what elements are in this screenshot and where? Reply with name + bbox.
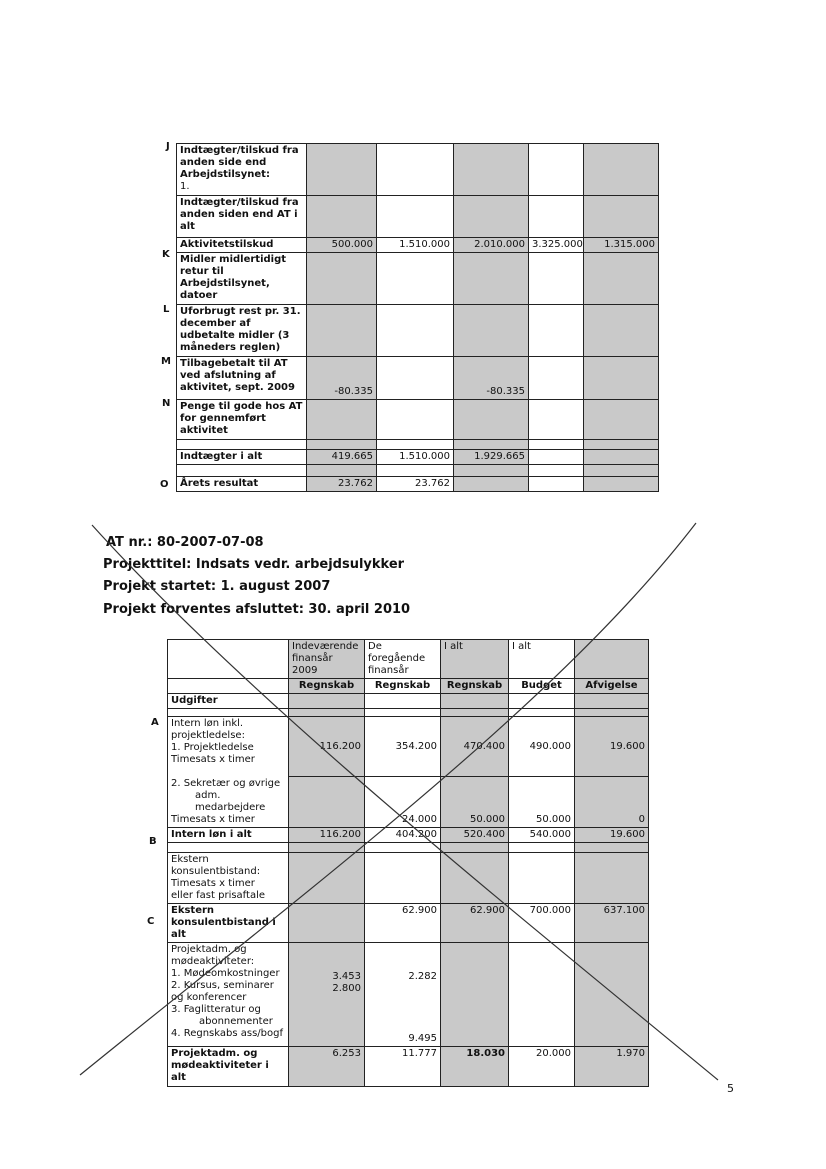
project-start: Projekt startet: 1. august 2007	[103, 579, 331, 594]
cell	[307, 144, 377, 196]
m-value	[529, 357, 584, 400]
udgifter-label: Udgifter	[168, 694, 289, 709]
indtaegter-value: 419.665	[307, 450, 377, 465]
cell	[377, 144, 454, 196]
cell	[529, 465, 584, 477]
aktivitet-value: 3.325.000	[529, 238, 584, 253]
c-total-value: 11.777	[365, 1046, 441, 1086]
cell	[377, 196, 454, 238]
resultat-value	[584, 477, 659, 492]
resultat-value	[529, 477, 584, 492]
a-title: Intern løn inkl. projektledelse:	[171, 718, 245, 741]
c-line: 3. Faglitteratur og	[171, 1003, 261, 1015]
row-letter-k: K	[162, 249, 170, 260]
cell	[168, 842, 289, 852]
indtaegter-value: 1.510.000	[377, 450, 454, 465]
cell	[454, 305, 529, 357]
a-total-value: 404.200	[365, 827, 441, 842]
b-total-label: Ekstern konsulentbistand i alt	[168, 903, 289, 942]
cell	[289, 709, 365, 717]
cell	[509, 842, 575, 852]
cell	[584, 196, 659, 238]
col-sub-3: Regnskab	[441, 679, 509, 694]
n-label: Penge til gode hos AT for gennemført aktivitet	[177, 400, 307, 440]
cell	[454, 465, 529, 477]
a-line: Timesats x timer	[171, 754, 255, 765]
resultat-value: 23.762	[307, 477, 377, 492]
a-label-cell	[168, 717, 289, 777]
l-label: Uforbrugt rest pr. 31. december af udbetalte midler (3 måneders reglen)	[177, 305, 307, 357]
c-total-value: 18.030	[441, 1046, 509, 1086]
b-line: eller fast prisaftale	[171, 889, 266, 901]
aktivitet-value: 2.010.000	[454, 238, 529, 253]
b-total-value	[289, 903, 365, 942]
cell	[584, 440, 659, 450]
col-sub-4: Budget	[509, 679, 575, 694]
c-line: 4. Regnskabs ass/bogf	[171, 1027, 283, 1039]
cell	[584, 400, 659, 440]
indtaegter-value: 1.929.665	[454, 450, 529, 465]
indtaegter-label: Indtægter i alt	[177, 450, 307, 465]
aktivitet-value: 1.315.000	[584, 238, 659, 253]
cell	[377, 400, 454, 440]
a-line: adm. medarbejdere	[195, 789, 266, 813]
cell	[454, 400, 529, 440]
row-letter-b: B	[149, 836, 157, 847]
cell	[377, 440, 454, 450]
project-title: Projekttitel: Indsats vedr. arbejdsulykker	[103, 557, 405, 572]
cell	[168, 640, 289, 679]
b-title: Ekstern konsulentbistand:	[171, 853, 261, 877]
cell	[454, 253, 529, 305]
cell	[307, 253, 377, 305]
indtaegter-value	[584, 450, 659, 465]
cell	[509, 942, 575, 1046]
cell	[441, 694, 509, 709]
cell	[289, 852, 365, 903]
a-value: 19.600	[575, 717, 649, 777]
c-line: abonnementer	[199, 1015, 273, 1027]
j-label-cell	[177, 144, 307, 196]
col-header-3: I alt	[441, 640, 509, 679]
col-header-1: Indeværende finansår 2009	[289, 640, 365, 679]
c-value: 2.282	[408, 970, 437, 982]
cell	[289, 842, 365, 852]
resultat-label: Årets resultat	[177, 477, 307, 492]
c-total-value: 20.000	[509, 1046, 575, 1086]
a-value: 470.400	[441, 717, 509, 777]
k-label: Midler midlertidigt retur til Arbejdstilsynet, datoer	[177, 253, 307, 305]
cell	[441, 852, 509, 903]
row-letter-a: A	[151, 717, 159, 728]
cell	[177, 440, 307, 450]
cell	[575, 709, 649, 717]
cell	[575, 942, 649, 1046]
cell	[529, 400, 584, 440]
row-letter-o: O	[160, 479, 169, 490]
aktivitet-label: Aktivitetstilskud	[177, 238, 307, 253]
cell	[377, 305, 454, 357]
cell	[529, 144, 584, 196]
cell	[575, 852, 649, 903]
cell	[529, 305, 584, 357]
cell	[509, 852, 575, 903]
c-col1	[289, 942, 365, 1046]
cell	[584, 305, 659, 357]
a-value: 50.000	[441, 777, 509, 828]
col-header-5	[575, 640, 649, 679]
cell	[575, 842, 649, 852]
cell	[509, 709, 575, 717]
cell	[307, 465, 377, 477]
a-value: 50.000	[509, 777, 575, 828]
c-title: Projektadm. og mødeaktiviteter:	[171, 943, 255, 967]
cell	[441, 842, 509, 852]
a-value	[289, 777, 365, 828]
cell	[365, 842, 441, 852]
m-value	[584, 357, 659, 400]
cell	[529, 440, 584, 450]
m-value: -80.335	[307, 357, 377, 400]
b-line: Timesats x timer	[171, 877, 255, 889]
a-label-cell-2	[168, 777, 289, 828]
a-value: 354.200	[365, 717, 441, 777]
b-label-cell	[168, 852, 289, 903]
income-table	[176, 143, 659, 492]
cell	[441, 942, 509, 1046]
j-item: 1.	[180, 181, 190, 192]
j-total-label: Indtægter/tilskud fra anden siden end AT i alt	[177, 196, 307, 238]
row-letter-c: C	[147, 916, 155, 927]
cell	[529, 196, 584, 238]
cell	[168, 709, 289, 717]
c-value: 3.453	[332, 970, 361, 982]
resultat-value	[454, 477, 529, 492]
row-letter-l: L	[163, 304, 170, 315]
c-total-value: 6.253	[289, 1046, 365, 1086]
c-col2	[365, 942, 441, 1046]
cell	[307, 400, 377, 440]
col-sub-1: Regnskab	[289, 679, 365, 694]
c-total-label: Projektadm. og mødeaktiviteter i alt	[168, 1046, 289, 1086]
c-value: 2.800	[332, 982, 361, 994]
cell	[307, 196, 377, 238]
cell	[307, 440, 377, 450]
page-number: 5	[727, 1082, 734, 1095]
b-total-value: 637.100	[575, 903, 649, 942]
row-letter-n: N	[162, 398, 171, 409]
a-total-value: 116.200	[289, 827, 365, 842]
a-value: 490.000	[509, 717, 575, 777]
col-sub-5: Afvigelse	[575, 679, 649, 694]
cell	[454, 196, 529, 238]
col-header-4: I alt	[509, 640, 575, 679]
b-total-value: 62.900	[365, 903, 441, 942]
col-header-2: De foregående finansår	[365, 640, 441, 679]
project-end: Projekt forventes afsluttet: 30. april 2010	[103, 602, 411, 617]
row-letter-j: J	[166, 141, 170, 152]
cell	[575, 694, 649, 709]
a-line: 1. Projektledelse	[171, 742, 254, 753]
cell	[289, 694, 365, 709]
indtaegter-value	[529, 450, 584, 465]
cell	[365, 709, 441, 717]
a-total-label: Intern løn i alt	[168, 827, 289, 842]
cell	[584, 465, 659, 477]
a-line: Timesats x timer	[171, 813, 255, 825]
cell	[454, 144, 529, 196]
m-value: -80.335	[454, 357, 529, 400]
c-label-cell	[168, 942, 289, 1046]
m-value	[377, 357, 454, 400]
a-total-value: 520.400	[441, 827, 509, 842]
resultat-value: 23.762	[377, 477, 454, 492]
cell	[365, 852, 441, 903]
cell	[584, 253, 659, 305]
cell	[454, 440, 529, 450]
a-value: 116.200	[289, 717, 365, 777]
m-label: Tilbagebetalt til AT ved afslutning af aktivitet, sept. 2009	[177, 357, 307, 400]
row-letter-m: M	[161, 356, 171, 367]
a-value: 24.000	[365, 777, 441, 828]
cell	[441, 709, 509, 717]
cell	[529, 253, 584, 305]
j-label: Indtægter/tilskud fra anden side end Arbejdstilsynet:	[180, 145, 299, 180]
b-total-value: 62.900	[441, 903, 509, 942]
c-value: 9.495	[408, 1032, 437, 1044]
cell	[377, 253, 454, 305]
cell	[365, 694, 441, 709]
cell	[177, 465, 307, 477]
cell	[584, 144, 659, 196]
cell	[168, 679, 289, 694]
a-total-value: 540.000	[509, 827, 575, 842]
b-total-value: 700.000	[509, 903, 575, 942]
at-number: AT nr.: 80-2007-07-08	[106, 535, 264, 550]
c-line: 2. Kursus, seminarer og konferencer	[171, 979, 274, 1003]
c-total-value: 1.970	[575, 1046, 649, 1086]
expense-table	[167, 639, 649, 1087]
cell	[509, 694, 575, 709]
a-total-value: 19.600	[575, 827, 649, 842]
cell	[307, 305, 377, 357]
aktivitet-value: 1.510.000	[377, 238, 454, 253]
aktivitet-value: 500.000	[307, 238, 377, 253]
cell	[377, 465, 454, 477]
a-line: 2. Sekretær og øvrige	[171, 777, 281, 789]
col-sub-2: Regnskab	[365, 679, 441, 694]
a-value: 0	[575, 777, 649, 828]
c-line: 1. Mødeomkostninger	[171, 967, 280, 979]
